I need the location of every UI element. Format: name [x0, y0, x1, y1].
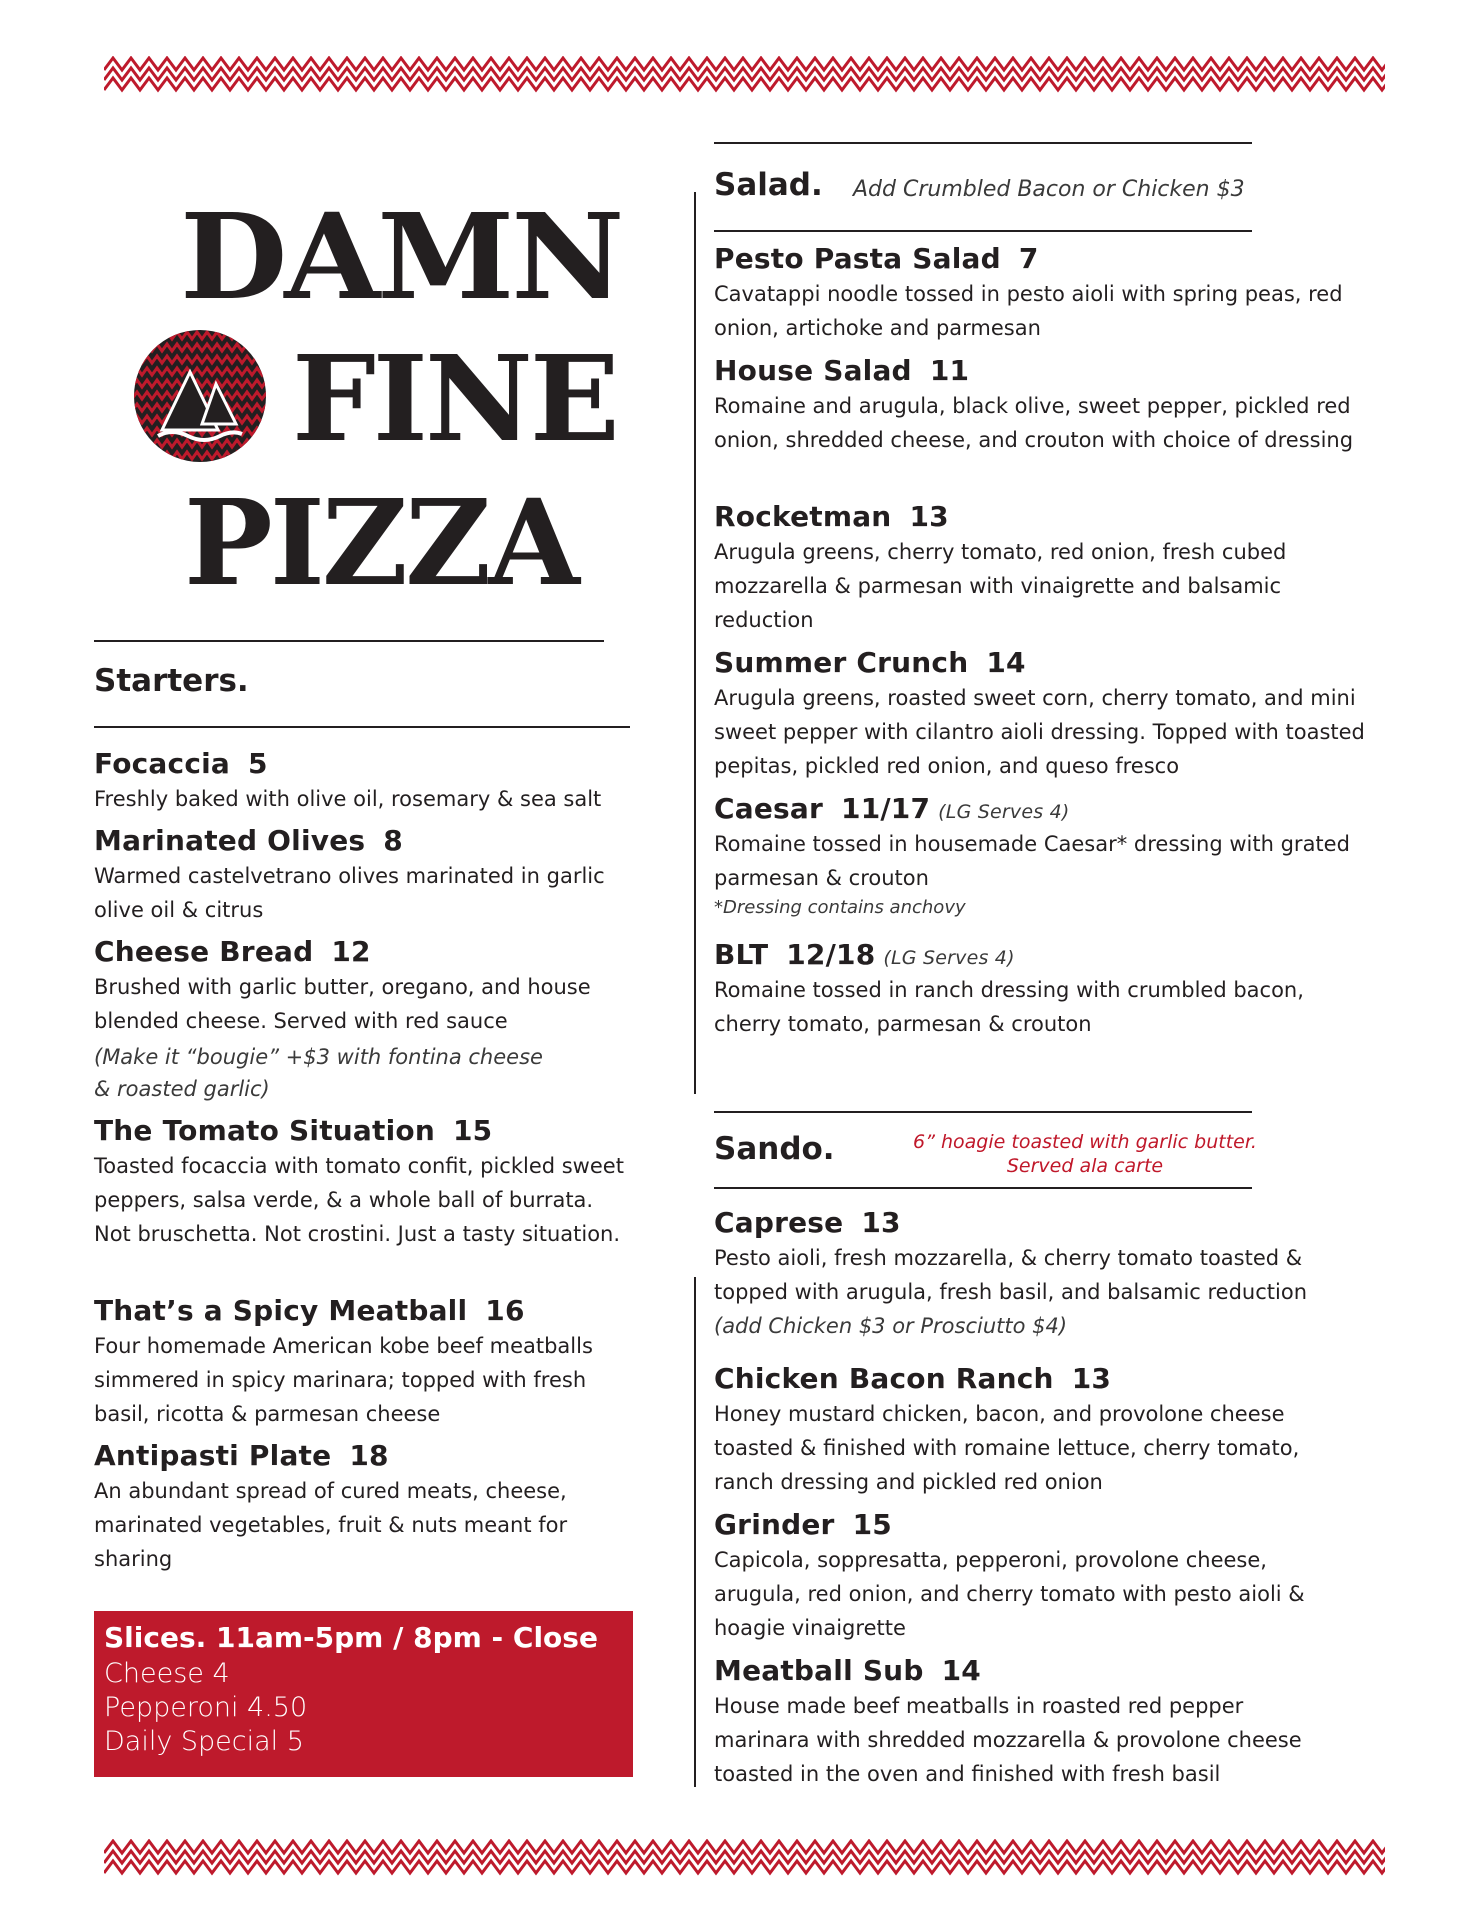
sando-rule-top	[714, 1111, 1252, 1113]
salad-rule-top	[714, 142, 1252, 144]
menu-item-tomato-situation	[94, 1114, 634, 1251]
menu-item-chicken-bacon-ranch	[714, 1362, 1364, 1499]
logo-word-fine: FINE	[292, 329, 617, 468]
item-name: Summer Crunch	[714, 646, 969, 679]
slices-box	[94, 1611, 633, 1777]
item-price: 18	[349, 1439, 389, 1472]
menu-item-antipasti-plate	[94, 1439, 634, 1576]
sando-rule-bottom	[714, 1187, 1252, 1189]
item-description: Arugula greens, cherry tomato, red onion, fresh cubed mozzarella & parmesan with vinaigrette and balsamic reduction	[714, 540, 1287, 632]
item-price: 13	[1071, 1362, 1112, 1395]
starters-title: Starters.	[94, 663, 249, 699]
starters-rule-bottom	[94, 726, 630, 728]
top-zigzag-border	[104, 56, 1385, 96]
item-description: Pesto aioli, fresh mozzarella, & cherry tomato toasted & topped with arugula, fresh basil, and balsamic reduction	[714, 1246, 1308, 1304]
item-price: 12	[331, 935, 371, 968]
item-price: 11	[929, 354, 970, 387]
sando-note	[900, 1131, 1270, 1179]
item-price: 14	[986, 646, 1026, 679]
item-description: Four homemade American kobe beef meatballs simmered in spicy marinara; topped with fresh basil, ricotta & parmesan cheese	[94, 1334, 593, 1426]
logo-word-damn: DAMN	[180, 187, 622, 326]
item-name: That’s a Spicy Meatball	[94, 1294, 468, 1327]
item-name: BLT	[714, 938, 769, 971]
slice-item: Daily Special 5	[104, 1726, 304, 1757]
item-name: Caprese	[714, 1206, 844, 1239]
menu-item-pesto-pasta-salad	[714, 242, 1364, 345]
item-name: Grinder	[714, 1508, 835, 1541]
menu-item-house-salad	[714, 354, 1364, 457]
item-price: 13	[909, 500, 949, 533]
item-price: 5	[248, 747, 268, 780]
menu-item-caprese	[714, 1206, 1364, 1343]
item-allergen-note: *Dressing contains anchovy	[714, 897, 966, 918]
item-description: Arugula greens, roasted sweet corn, cherry tomato, and mini sweet pepper with cilantro aioli dressing. Topped with toasted pepitas, pickled red onion, and queso fresco	[714, 686, 1365, 778]
item-size-note: (LG Serves 4)	[883, 947, 1015, 969]
item-name: Antipasti Plate	[94, 1439, 332, 1472]
logo-word-pizza: PIZZA	[184, 473, 577, 612]
item-name: Pesto Pasta Salad	[714, 242, 1001, 275]
item-price: 8	[383, 824, 403, 857]
item-description: Warmed castelvetrano olives marinated in garlic olive oil & citrus	[94, 864, 605, 922]
sando-note-line: 6” hoagie toasted with garlic butter.	[913, 1131, 1257, 1153]
item-name: The Tomato Situation	[94, 1114, 435, 1147]
menu-item-blt	[714, 938, 1364, 1041]
menu-item-meatball-sub	[714, 1654, 1364, 1791]
item-description: Romaine tossed in housemade Caesar* dressing with grated parmesan & crouton	[714, 832, 1350, 890]
menu-item-caesar	[714, 792, 1364, 918]
item-name: Chicken Bacon Ranch	[714, 1362, 1054, 1395]
item-description: House made beef meatballs in roasted red pepper marinara with shredded mozzarella & provolone cheese toasted in the oven and finished with fresh basil	[714, 1694, 1302, 1786]
bottom-zigzag-border	[104, 1839, 1385, 1879]
item-addon-note: (add Chicken $3 or Prosciutto $4)	[714, 1314, 1068, 1338]
item-description: Romaine tossed in ranch dressing with crumbled bacon, cherry tomato, parmesan & crouton	[714, 978, 1304, 1036]
menu-item-cheese-bread	[94, 935, 624, 1106]
item-name: Meatball Sub	[714, 1654, 924, 1687]
column-divider-upper	[694, 192, 696, 1094]
item-description: Toasted focaccia with tomato confit, pickled sweet peppers, salsa verde, & a whole ball of burrata. Not bruschetta. Not crostini. Just a tasty situation.	[94, 1154, 624, 1246]
item-price: 12/18	[786, 938, 876, 971]
column-divider-lower	[694, 1277, 696, 1787]
slice-item: Cheese 4	[104, 1658, 230, 1689]
item-note: (Make it “bougie” +$3 with fontina cheese	[94, 1045, 543, 1069]
sando-title: Sando.	[714, 1131, 835, 1167]
item-name: Rocketman	[714, 500, 892, 533]
menu-item-rocketman	[714, 500, 1364, 637]
item-price: 16	[485, 1294, 525, 1327]
slices-title: Slices. 11am-5pm / 8pm - Close	[104, 1621, 598, 1654]
salad-note: Add Crumbled Bacon or Chicken $3	[853, 177, 1245, 202]
menu-item-spicy-meatball	[94, 1294, 644, 1431]
item-name: House Salad	[714, 354, 912, 387]
menu-item-summer-crunch	[714, 646, 1374, 783]
item-description: Romaine and arugula, black olive, sweet pepper, pickled red onion, shredded cheese, and crouton with choice of dressing	[714, 394, 1354, 452]
item-note: & roasted garlic)	[94, 1077, 270, 1101]
item-name: Focaccia	[94, 747, 231, 780]
item-size-note: (LG Serves 4)	[938, 801, 1070, 823]
slice-item: Pepperoni 4.50	[104, 1692, 308, 1723]
item-name: Marinated Olives	[94, 824, 366, 857]
item-description: Brushed with garlic butter, oregano, and house blended cheese. Served with red sauce	[94, 975, 591, 1033]
item-description: Honey mustard chicken, bacon, and provolone cheese toasted & finished with romaine lettuce, cherry tomato, ranch dressing and pickled red onion	[714, 1402, 1300, 1494]
item-description: Freshly baked with olive oil, rosemary & sea salt	[94, 787, 602, 811]
menu-item-marinated-olives	[94, 824, 644, 927]
item-description: An abundant spread of cured meats, cheese, marinated vegetables, fruit & nuts meant for sharing	[94, 1479, 568, 1571]
starters-rule-top	[94, 640, 604, 642]
sando-note-line: Served ala carte	[1006, 1154, 1164, 1177]
item-price: 14	[941, 1654, 981, 1687]
item-name: Caesar	[714, 792, 824, 825]
item-description: Cavatappi noodle tossed in pesto aioli with spring peas, red onion, artichoke and parmesan	[714, 282, 1343, 340]
item-price: 15	[452, 1114, 493, 1147]
salad-rule-bottom	[714, 230, 1252, 232]
salad-title: Salad.	[714, 167, 823, 203]
pizza-slice-icon	[132, 328, 268, 464]
menu-item-grinder	[714, 1508, 1364, 1645]
menu-item-focaccia	[94, 747, 644, 816]
item-price: 7	[1018, 242, 1039, 275]
item-price: 11/17	[841, 792, 931, 825]
item-name: Cheese Bread	[94, 935, 314, 968]
item-price: 15	[852, 1508, 892, 1541]
item-description: Capicola, soppresatta, pepperoni, provolone cheese, arugula, red onion, and cherry tomato with pesto aioli & hoagie vinaigrette	[714, 1548, 1305, 1640]
item-price: 13	[861, 1206, 901, 1239]
